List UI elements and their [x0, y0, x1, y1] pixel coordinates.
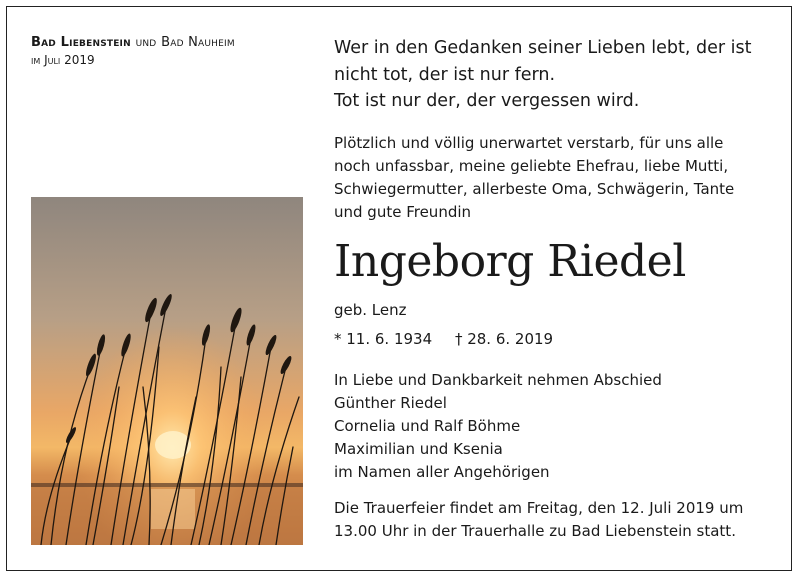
life-dates [334, 328, 553, 350]
death-date: † 28. 6. 2019 [454, 330, 554, 348]
mourner-line: Günther Riedel [334, 394, 447, 412]
location-secondary: Bad Nauheim [161, 35, 235, 50]
funeral-info [334, 497, 743, 543]
birth-date: * 11. 6. 1934 [334, 330, 433, 348]
mourner-line: im Namen aller Angehörigen [334, 463, 550, 481]
location-header [31, 35, 235, 50]
mourners-list [334, 369, 662, 484]
mourner-line: In Liebe und Dankbarkeit nehmen Abschied [334, 371, 662, 389]
announcement-line: noch unfassbar, meine geliebte Ehefrau, liebe Mutti, [334, 157, 729, 175]
announcement-text [334, 132, 734, 224]
funeral-line: Die Trauerfeier findet am Freitag, den 12. Juli 2019 um [334, 499, 744, 517]
notice-date: im Juli 2019 [31, 53, 95, 67]
announcement-line: Plötzlich und völlig unerwartet verstarb, für uns alle [334, 134, 724, 152]
announcement-line: Schwiegermutter, allerbeste Oma, Schwägerin, Tante [334, 180, 735, 198]
sunset-reeds-photo [31, 197, 303, 545]
mourner-line: Cornelia und Ralf Böhme [334, 417, 521, 435]
quote-line: Tot ist nur der, der vergessen wird. [334, 91, 640, 111]
birth-name: geb. Lenz [334, 301, 407, 319]
deceased-name: Ingeborg Riedel [334, 236, 686, 287]
funeral-line: 13.00 Uhr in der Trauerhalle zu Bad Liebenstein statt. [334, 522, 736, 540]
quote-line: nicht tot, der ist nur fern. [334, 64, 556, 85]
memorial-quote [334, 35, 752, 115]
location-primary: Bad Liebenstein [31, 35, 131, 50]
quote-line: Wer in den Gedanken seiner Lieben lebt, der ist [334, 38, 752, 58]
mourner-line: Maximilian und Ksenia [334, 440, 503, 458]
announcement-line: und gute Freundin [334, 203, 472, 221]
location-connector: und [135, 35, 157, 50]
